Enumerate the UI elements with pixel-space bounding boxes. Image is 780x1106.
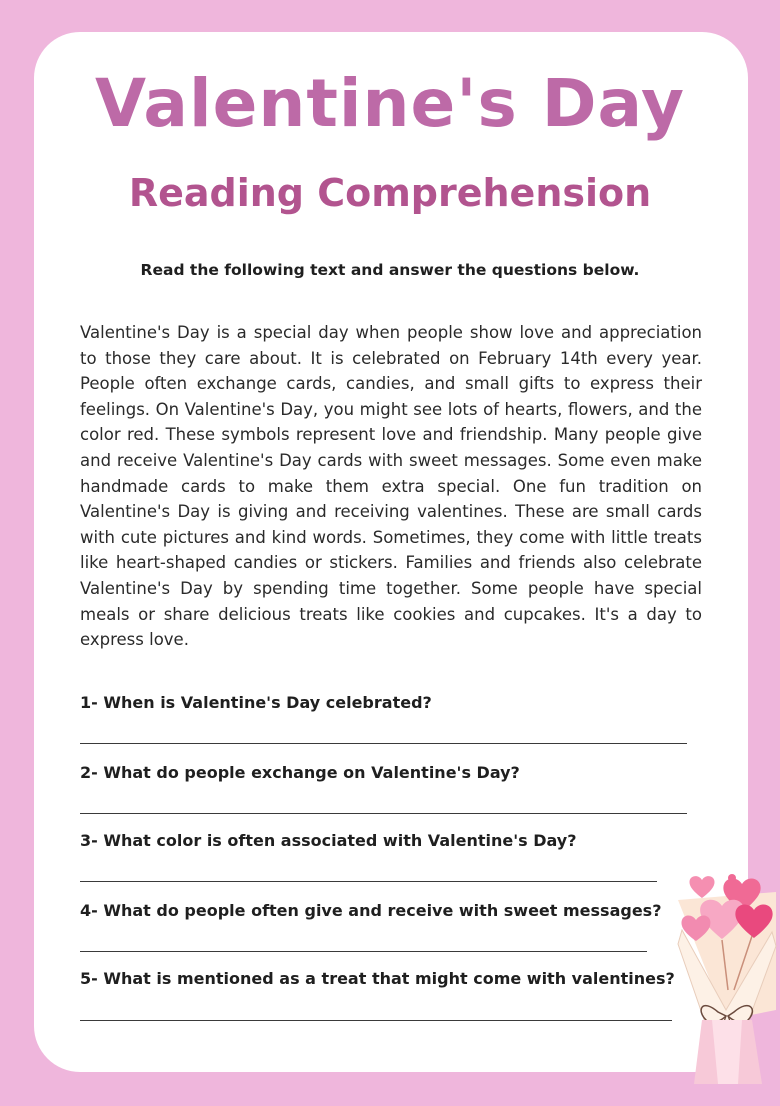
page-subtitle: Reading Comprehension bbox=[128, 171, 652, 215]
heart-bouquet-icon bbox=[672, 870, 780, 1090]
answer-line-2[interactable] bbox=[80, 813, 687, 814]
question-3: 3- What color is often associated with Valentine's Day? bbox=[80, 831, 577, 850]
heart-icon bbox=[689, 876, 714, 898]
question-1: 1- When is Valentine's Day celebrated? bbox=[80, 693, 432, 712]
reading-passage: Valentine's Day is a special day when people show love and appreciation to those they care about. It is celebrated on February 14th every year. People often exchange cards, candies, and small gifts to express their feelings. On Valentine's Day, you might see lots of hearts, flowers, and the color red. These symbols represent love and friendship. Many people give and receive Valentine's Day cards with sweet messages. Some even make handmade cards to make them extra special. One fun tradition on Valentine's Day is giving and receiving valentines. These are small cards with cute pictures and kind words. Sometimes, they come with little treats like heart-shaped candies or stickers. Families and friends also celebrate Valentine's Day by spending time together. Some people have special meals or share delicious treats like cookies and cupcakes. It's a day to express love. bbox=[80, 323, 702, 650]
answer-line-5[interactable] bbox=[80, 1020, 672, 1021]
answer-line-4[interactable] bbox=[80, 951, 647, 952]
question-5: 5- What is mentioned as a treat that might come with valentines? bbox=[80, 969, 675, 988]
heart-icon bbox=[728, 874, 736, 882]
instruction-text: Read the following text and answer the questions below. bbox=[140, 261, 640, 279]
question-2: 2- What do people exchange on Valentine's Day? bbox=[80, 763, 520, 782]
answer-line-1[interactable] bbox=[80, 743, 687, 744]
answer-line-3[interactable] bbox=[80, 881, 657, 882]
question-4: 4- What do people often give and receive with sweet messages? bbox=[80, 901, 662, 920]
page-title: Valentine's Day bbox=[94, 65, 686, 142]
